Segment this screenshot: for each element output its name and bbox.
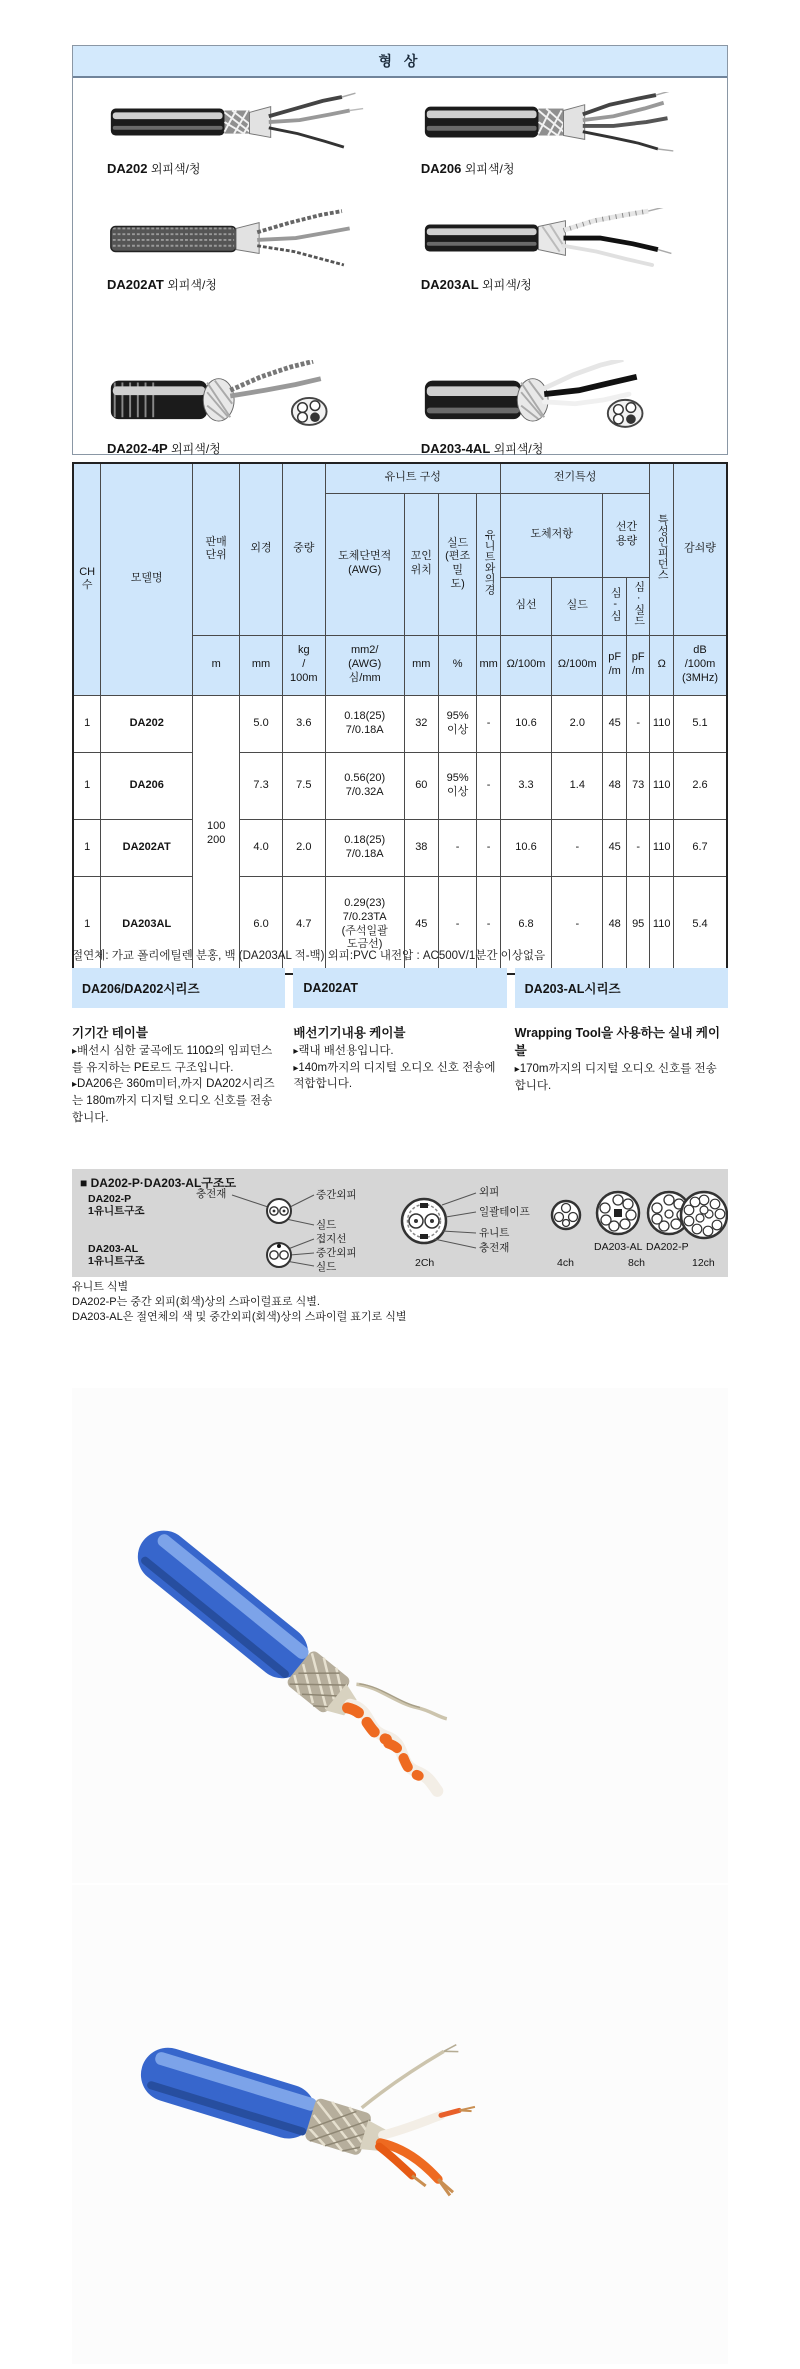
cell-od: 4.0 [240, 819, 283, 876]
callout-tape: 일괄테이프 [479, 1206, 530, 1218]
unit-attenuation: dB /100m (3MHz) [673, 635, 727, 695]
info-body [293, 1024, 506, 1093]
cell-cap-cc: 48 [603, 876, 627, 974]
cell-attenuation: 5.4 [673, 876, 727, 974]
cable-figure-da203-4al [387, 324, 727, 474]
callout-filler: 충전재 [479, 1242, 510, 1254]
info-title: 배선기기내용 케이블 [293, 1026, 406, 1040]
header-od: 외경 [240, 463, 283, 635]
caption-12ch: 12ch [692, 1257, 715, 1269]
cell-impedance: 110 [650, 876, 674, 974]
table-footnote: 절연체: 가교 폴리에틸렌 분홍, 백 (DA203AL 적-백) 외피:PVC 내전압 : AC500V/1분간 이상없음 [72, 950, 546, 962]
header-model: 모델명 [101, 463, 193, 695]
info-title: 기기간 테이블 [72, 1026, 148, 1040]
figure-note: 외피색/청 [464, 162, 515, 176]
cell-pitch: 60 [404, 752, 438, 819]
figure-caption [421, 276, 727, 293]
cell-ch: 1 [73, 876, 101, 974]
cell-cap-cs: - [626, 819, 650, 876]
callout-mid-jacket: 중간외피 [316, 1247, 357, 1259]
caption-2ch: 2Ch [415, 1257, 435, 1269]
callout-jacket: 외피 [479, 1186, 500, 1198]
cell-braid: 95% 이상 [438, 695, 476, 752]
cable-photo-1 [72, 1388, 728, 1883]
table-row-da206 [73, 752, 727, 819]
header-ch: CH 수 [73, 463, 101, 695]
cable-figure-da202at [73, 208, 387, 324]
info-bullet: ▸ 170m까지의 디지털 오디오 신호를 전송합니다. [515, 1061, 722, 1094]
cell-area: 0.18(25) 7/0.18A [325, 819, 404, 876]
cell-cap-cc: 45 [603, 695, 627, 752]
cell-braid: - [438, 876, 476, 974]
unit-braid: % [438, 635, 476, 695]
figure-caption [421, 160, 727, 177]
cable-figure-da206 [387, 92, 727, 208]
cell-unit-od: - [477, 876, 501, 974]
structure-diagram-section [72, 1169, 728, 1277]
cell-cap-cs: 95 [626, 876, 650, 974]
cell-attenuation: 5.1 [673, 695, 727, 752]
unit-res-shield: Ω/100m [552, 635, 603, 695]
cell-res-core: 10.6 [500, 819, 551, 876]
caption-8ch: 8ch [628, 1257, 645, 1269]
cell-res-shield: - [552, 819, 603, 876]
unit-id-line: DA202-P는 중간 외피(회색)상의 스파이럴표로 식별. [72, 1295, 320, 1308]
spec-table-section [72, 462, 728, 975]
cell-unit-od: - [477, 695, 501, 752]
header-unit-od: 유니트와의경 [477, 493, 501, 635]
table-row-da202at [73, 819, 727, 876]
cable-illustration [421, 208, 681, 270]
info-body [72, 1024, 285, 1126]
cell-pitch: 32 [404, 695, 438, 752]
shape-section-title: 형 상 [73, 46, 727, 78]
cell-ch: 1 [73, 695, 101, 752]
cell-attenuation: 6.7 [673, 819, 727, 876]
cell-pitch: 38 [404, 819, 438, 876]
cell-ch: 1 [73, 819, 101, 876]
header-twist-pitch: 꼬인 위치 [404, 493, 438, 635]
cell-unit-od: - [477, 819, 501, 876]
cable-photo-1-graphic [72, 1388, 728, 1883]
header-impedance: 특성인피던스 [650, 463, 674, 635]
cell-model: DA206 [101, 752, 193, 819]
cell-res-core: 6.8 [500, 876, 551, 974]
cell-braid: 95% 이상 [438, 752, 476, 819]
header-core-core: 심-심 [603, 577, 627, 635]
cell-model: DA203AL [101, 876, 193, 974]
unit-weight: kg / 100m [282, 635, 325, 695]
cell-weight: 3.6 [282, 695, 325, 752]
cell-res-shield: 2.0 [552, 695, 603, 752]
cable-photo-2 [72, 1885, 728, 2364]
cell-impedance: 110 [650, 695, 674, 752]
cell-cap-cs: 73 [626, 752, 650, 819]
cable-figure-da202 [73, 92, 387, 208]
header-electrical: 전기특성 [500, 463, 650, 493]
header-unit-group: 유니트 구성 [325, 463, 500, 493]
unit-pitch: mm [404, 635, 438, 695]
cable-illustration [107, 208, 367, 270]
callout-shield: 실드 [316, 1261, 337, 1273]
cell-cap-cs: - [626, 695, 650, 752]
da203al-unit-label: DA203-AL 1유니트구조 [88, 1243, 145, 1268]
cell-od: 7.3 [240, 752, 283, 819]
unit-cap-cs: pF /m [626, 635, 650, 695]
info-column-da206-da202 [72, 968, 285, 1126]
unit-sale: m [193, 635, 240, 695]
cable-figure-da202-4p [73, 324, 387, 474]
cable-figure-da203al [387, 208, 727, 324]
unit-unit-od: mm [477, 635, 501, 695]
caption-da203al: DA203-AL [594, 1241, 643, 1253]
header-shield-braid: 실드 (편조밀 도) [438, 493, 476, 635]
da202p-unit-label: DA202-P 1유니트구조 [88, 1193, 145, 1218]
info-bullet: ▸ DA206은 360m미터,까지 DA202시리즈는 180m까지 디지털 오디오 신호를 전송합니다. [72, 1076, 279, 1126]
structure-diagram-title: ■ DA202-P·DA203-AL구조도 [80, 1176, 237, 1190]
header-weight: 중량 [282, 463, 325, 635]
cell-area: 0.18(25) 7/0.18A [325, 695, 404, 752]
figure-model: DA206 [420, 161, 462, 176]
cell-weight: 2.0 [282, 819, 325, 876]
cell-unit-od: - [477, 752, 501, 819]
cell-weight: 4.7 [282, 876, 325, 974]
header-conductor-area: 도체단면적 (AWG) [325, 493, 404, 635]
cable-illustration [107, 92, 367, 154]
info-column-da203-al [515, 968, 728, 1126]
header-core: 심선 [500, 577, 551, 635]
header-capacitance: 선간 용량 [603, 493, 650, 577]
cell-weight: 7.5 [282, 752, 325, 819]
info-header: DA206/DA202시리즈 [72, 968, 285, 1008]
cable-illustration [421, 92, 681, 154]
unit-id-line: DA203-AL은 절연체의 색 및 중간외피(회색)상의 스파이럴 표기로 식별 [72, 1310, 407, 1323]
cable-photo-2-graphic [72, 1885, 728, 2364]
cell-res-shield: 1.4 [552, 752, 603, 819]
cell-od: 6.0 [240, 876, 283, 974]
unit-impedance: Ω [650, 635, 674, 695]
info-bullet: ▸ 배선시 심한 굴곡에도 110Ω의 임피던스를 유지하는 PE로드 구조입니다. [72, 1043, 279, 1076]
header-sale-unit: 판매 단위 [193, 463, 240, 635]
cell-braid: - [438, 819, 476, 876]
figure-model: DA202AT [107, 277, 164, 292]
spec-table [72, 462, 728, 975]
header-conductor-resistance: 도체저항 [500, 493, 603, 577]
cell-res-core: 3.3 [500, 752, 551, 819]
cell-impedance: 110 [650, 819, 674, 876]
figure-model: DA202 [107, 161, 148, 176]
unit-id-line: 유니트 식별 [72, 1281, 129, 1293]
figure-note: 외피색/청 [171, 442, 221, 456]
cable-figure-grid [73, 78, 727, 474]
info-header: DA202AT [293, 968, 506, 1008]
unit-res-core: Ω/100m [500, 635, 551, 695]
cell-model: DA202 [101, 695, 193, 752]
figure-note: 외피색/청 [167, 278, 217, 292]
cell-od: 5.0 [240, 695, 283, 752]
header-core-shield: 심·실드 [626, 577, 650, 635]
cell-res-shield: - [552, 876, 603, 974]
info-column-da202at [293, 968, 506, 1126]
cell-model: DA202AT [101, 819, 193, 876]
caption-4ch: 4ch [557, 1257, 574, 1269]
callout-filler: 충전재 [196, 1188, 227, 1200]
cell-cap-cc: 48 [603, 752, 627, 819]
figure-note: 외피색/청 [150, 162, 201, 176]
cable-illustration [421, 360, 681, 434]
unit-identification-note [72, 1280, 728, 1325]
caption-da202p: DA202-P [646, 1241, 689, 1253]
unit-od: mm [240, 635, 283, 695]
table-row-da202 [73, 695, 727, 752]
cell-impedance: 110 [650, 752, 674, 819]
figure-caption [107, 160, 387, 177]
callout-mid-jacket: 중간외피 [316, 1189, 357, 1201]
cell-area: 0.29(23) 7/0.23TA (주석일괄 도금선) [325, 876, 404, 974]
header-row-1 [73, 463, 727, 493]
cell-ch: 1 [73, 752, 101, 819]
info-bullet: ▸ 140m까지의 디지털 오디오 신호 전송에 적합합니다. [293, 1060, 500, 1093]
unit-area: mm2/ (AWG) 심/mm [325, 635, 404, 695]
figure-note: 외피색/청 [493, 442, 544, 456]
header-attenuation: 감쇠량 [673, 463, 727, 635]
figure-model: DA203-4AL [420, 441, 491, 456]
header-shield: 실드 [552, 577, 603, 635]
figure-caption [107, 276, 387, 293]
callout-ground-wire: 접지선 [316, 1233, 347, 1245]
cell-pitch: 45 [404, 876, 438, 974]
cell-sale-unit: 100 200 [193, 695, 240, 974]
info-bullet: ▸ 랙내 배선용입니다. [293, 1043, 500, 1060]
figure-caption [421, 440, 727, 457]
figure-model: DA203AL [420, 277, 479, 292]
info-header: DA203-AL시리즈 [515, 968, 728, 1008]
unit-cap-cc: pF /m [603, 635, 627, 695]
series-info-section [72, 968, 728, 1126]
info-body [515, 1024, 728, 1095]
cell-res-core: 10.6 [500, 695, 551, 752]
cell-attenuation: 2.6 [673, 752, 727, 819]
cell-cap-cc: 45 [603, 819, 627, 876]
info-title: Wrapping Tool을 사용하는 실내 케이블 [514, 1026, 721, 1059]
callout-unit: 유니트 [479, 1227, 510, 1239]
shape-section [72, 45, 728, 455]
callout-shield: 실드 [316, 1219, 337, 1231]
cable-illustration [107, 360, 367, 434]
figure-model: DA202-4P [107, 441, 168, 456]
figure-caption [107, 440, 387, 457]
cell-area: 0.56(20) 7/0.32A [325, 752, 404, 819]
figure-note: 외피색/청 [482, 278, 532, 292]
